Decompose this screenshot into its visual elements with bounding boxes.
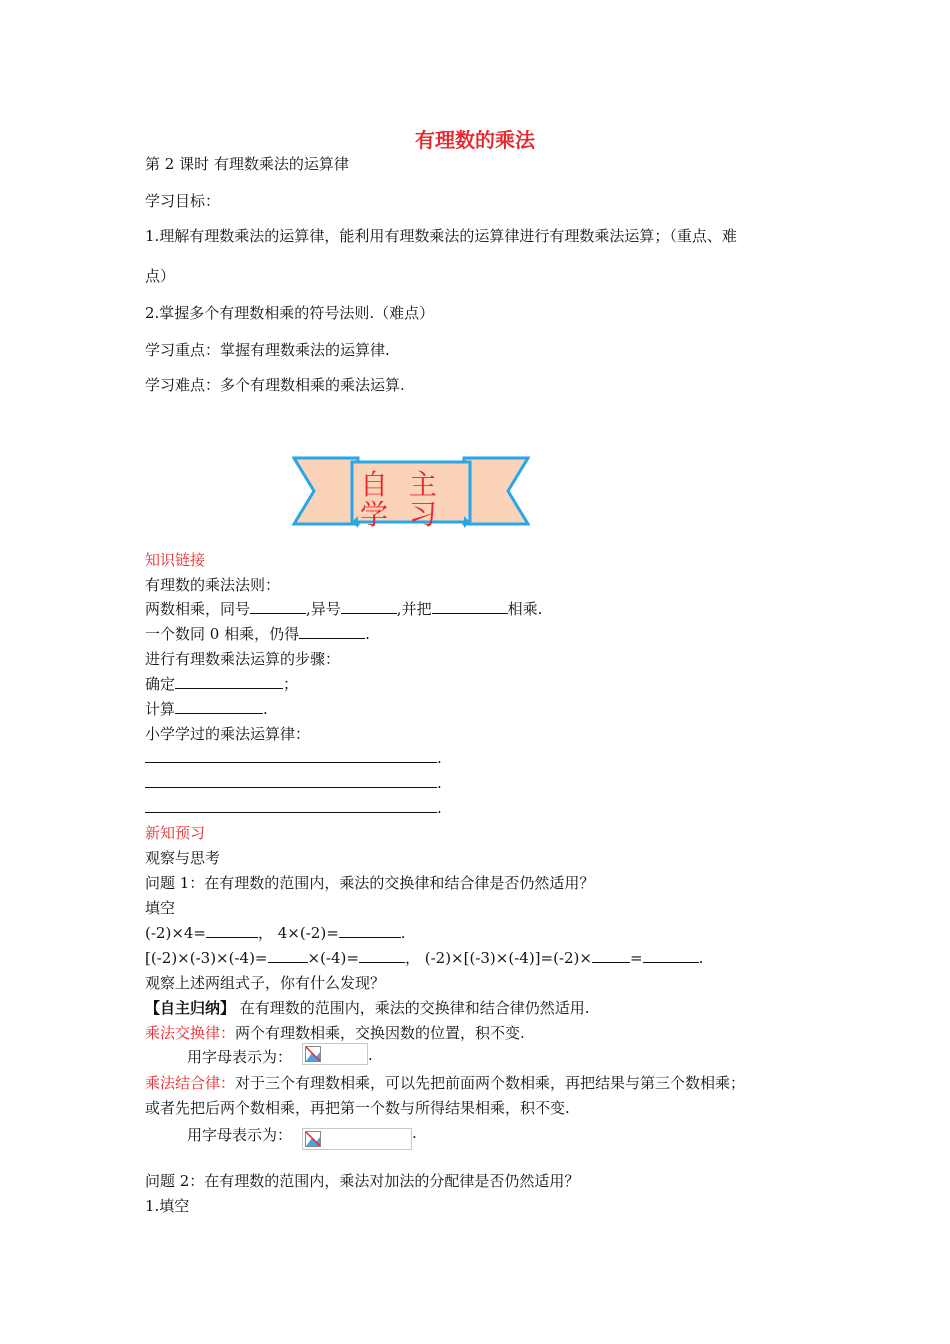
answer-line-2[interactable]: [145, 773, 442, 792]
expr-text: ×(-4)=: [307, 949, 359, 967]
blank[interactable]: [206, 923, 258, 938]
commutative-law: [145, 1022, 525, 1043]
rule-1-text: ,异号: [306, 600, 341, 618]
blank[interactable]: [145, 798, 437, 813]
formula-image-placeholder: [302, 1128, 412, 1150]
step-text: 计算: [145, 700, 176, 718]
expression-2: [145, 947, 703, 968]
broken-image-icon: [305, 1046, 321, 1062]
step-text: .: [263, 700, 268, 718]
commutative-text: 两个有理数相乘，交换因数的位置，积不变.: [235, 1024, 525, 1042]
blank[interactable]: [145, 748, 437, 763]
expr-text: =: [629, 949, 643, 967]
objective-1: 1.理解有理数乘法的运算律，能利用有理数乘法的运算律进行有理数乘法运算；（重点、难: [145, 227, 737, 245]
step-1: [145, 673, 298, 694]
steps-heading: 进行有理数乘法运算的步骤：: [145, 650, 341, 668]
observe-question: 观察上述两组式子，你有什么发现？: [145, 974, 386, 992]
expr-text: ， 4×(-2)=: [258, 924, 339, 942]
blank[interactable]: [145, 773, 437, 788]
banner-label: 自 主 学 习: [360, 468, 443, 531]
question-2: 问题 2：在有理数的范围内，乘法对加法的分配律是否仍然适用？: [145, 1172, 580, 1190]
commutative-label: 乘法交换律：: [145, 1024, 236, 1042]
rule-2: [145, 623, 370, 644]
rule-1-text: 两数相乘，同号: [145, 600, 251, 618]
key-point: 学习重点：掌握有理数乘法的运算律.: [145, 341, 390, 359]
letters-label-1: 用字母表示为：: [187, 1048, 293, 1066]
blank[interactable]: [175, 674, 283, 689]
period: .: [437, 774, 442, 792]
step-text: 确定: [145, 675, 176, 693]
blank[interactable]: [268, 948, 308, 963]
objective-2: 2.掌握多个有理数相乘的符号法则.（难点）: [145, 304, 435, 322]
summary: [145, 997, 590, 1018]
lesson-subtitle: 第 2 课时 有理数乘法的运算律: [145, 155, 349, 173]
summary-text: 在有理数的范围内，乘法的交换律和结合律仍然适用.: [235, 999, 590, 1017]
rule-2-text: .: [365, 625, 370, 643]
blank[interactable]: [592, 948, 630, 963]
formula-image-placeholder: [302, 1043, 368, 1065]
step-text: ；: [283, 675, 299, 693]
knowledge-link-heading: 知识链接: [145, 551, 206, 569]
blank[interactable]: [175, 699, 263, 714]
preview-heading: 新知预习: [145, 824, 206, 842]
difficult-point: 学习难点：多个有理数相乘的乘法运算.: [145, 376, 405, 394]
blank[interactable]: [359, 948, 405, 963]
objective-1-cont: 点）: [145, 267, 176, 285]
page-title: 有理数的乘法: [415, 128, 535, 152]
expr-text: .: [698, 949, 704, 967]
blank[interactable]: [432, 599, 508, 614]
period: .: [437, 749, 442, 767]
associative-law: [145, 1072, 745, 1093]
step-2: [145, 698, 268, 719]
rule-heading: 有理数的乘法法则：: [145, 576, 281, 594]
answer-line-1[interactable]: [145, 748, 442, 767]
rule-1: [145, 598, 542, 619]
fill-heading: 填空: [145, 899, 176, 917]
letters-label-2: 用字母表示为：: [187, 1126, 293, 1144]
objectives-heading: 学习目标：: [145, 192, 221, 210]
blank[interactable]: [643, 948, 699, 963]
blank[interactable]: [339, 923, 401, 938]
rule-1-text: 相乘.: [507, 600, 543, 618]
rule-2-text: 一个数同 0 相乘，仍得: [145, 625, 300, 643]
period: .: [437, 799, 442, 817]
associative-law-cont: 或者先把后两个数相乘，再把第一个数与所得结果相乘，积不变.: [145, 1099, 570, 1117]
primary-laws-heading: 小学学过的乘法运算律：: [145, 725, 311, 743]
rule-1-text: ,并把: [396, 600, 432, 618]
observe-heading: 观察与思考: [145, 849, 221, 867]
answer-line-3[interactable]: [145, 798, 442, 817]
associative-text: 对于三个有理数相乘，可以先把前面两个数相乘，再把结果与第三个数相乘；: [235, 1074, 746, 1092]
blank[interactable]: [299, 624, 365, 639]
expr-text: .: [400, 924, 406, 942]
period: .: [368, 1046, 373, 1064]
summary-label: 【自主归纳】: [145, 999, 236, 1017]
expression-1: [145, 922, 406, 943]
blank[interactable]: [341, 599, 397, 614]
question-1: 问题 1：在有理数的范围内，乘法的交换律和结合律是否仍然适用？: [145, 874, 595, 892]
expr-text: [(-2)×(-3)×(-4)=: [145, 949, 268, 967]
fill-heading-2: 1.填空: [145, 1197, 190, 1215]
broken-image-icon: [305, 1131, 321, 1147]
period: .: [412, 1124, 417, 1142]
expr-text: ， (-2)×[(-3)×(-4)]=(-2)×: [404, 949, 592, 967]
expr-text: (-2)×4=: [145, 924, 206, 942]
blank[interactable]: [250, 599, 306, 614]
associative-label: 乘法结合律：: [145, 1074, 236, 1092]
